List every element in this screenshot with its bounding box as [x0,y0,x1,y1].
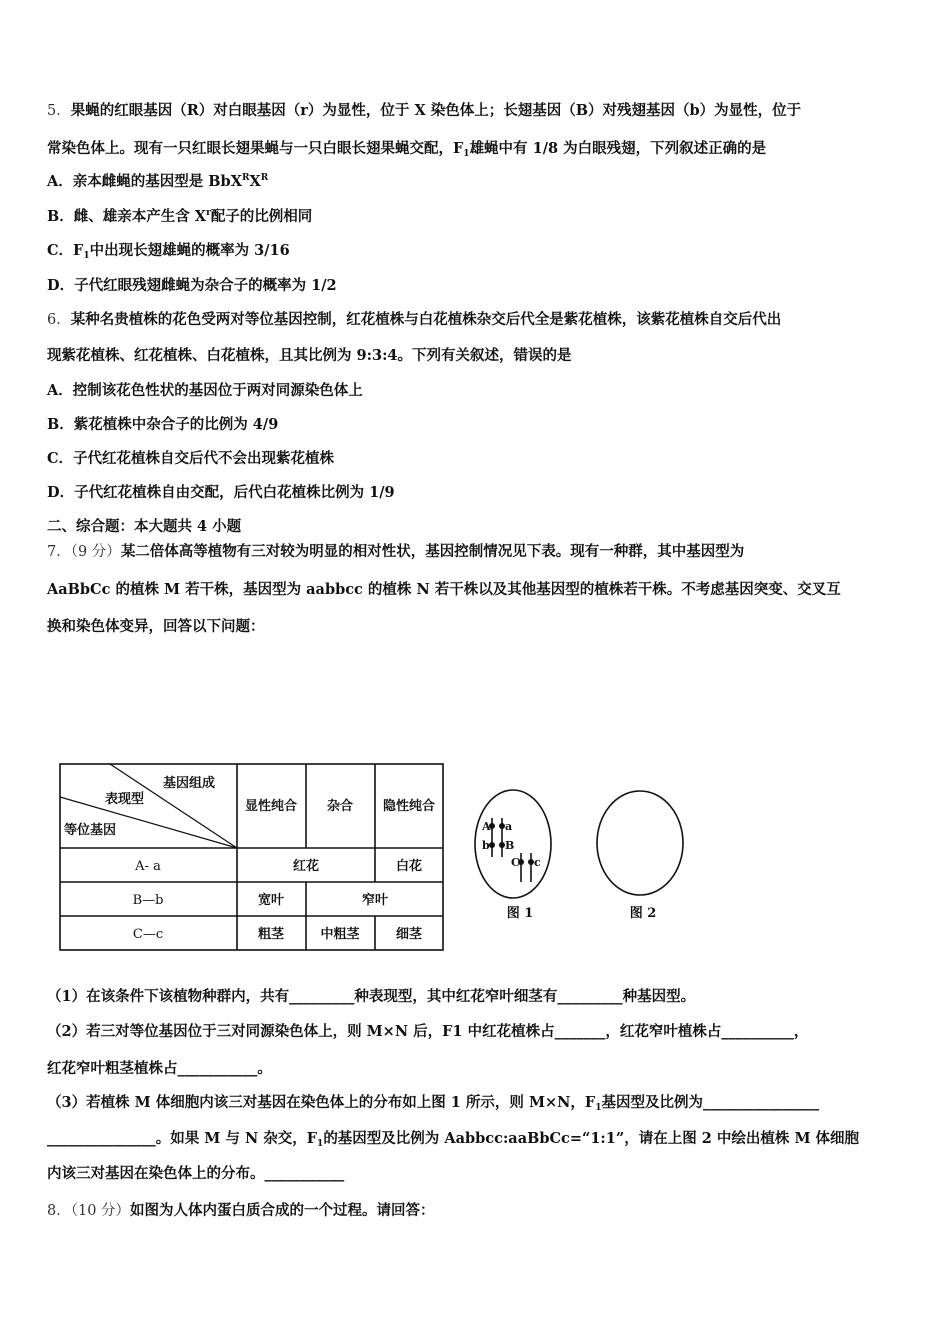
text-segment: X [249,173,261,190]
text-segment: 基因型及比例为 [601,1094,703,1111]
text-segment: （1）在该条件下该植物种群内，共有 [47,988,290,1005]
text-segment: A．亲本雌蝇的基因型是 BbX [47,173,242,190]
text-segment: 1 [317,1139,324,1149]
table-cell: 细茎 [395,927,423,942]
text-segment: （3）若植株 M 体细胞内该三对基因在染色体上的分布如上图 1 所示，则 M×N，F [47,1094,596,1111]
text-segment: 。 [257,1060,272,1077]
answer-blank[interactable]: ___________ [177,1060,258,1077]
text-segment: r [206,208,211,218]
question-number: 6． [47,312,71,328]
text-segment: ，红花窄叶植株占 [605,1023,722,1040]
corner-middle: 表现型 [105,792,145,807]
row-gene: C—c [132,927,164,942]
table-cell: 窄叶 [361,893,389,908]
question-number: 5． [47,103,71,119]
figure-2-cell [597,791,683,895]
text-segment: 中出现长翅雄蝇的概率为 3/16 [89,242,290,259]
answer-blank[interactable]: _________ [557,988,623,1005]
text-segment: 内该三对基因在染色体上的分布。 [47,1165,265,1182]
text-segment: A．控制该花色性状的基因位于两对同源染色体上 [47,382,363,399]
text-segment: 某种名贵植株的花色受两对等位基因控制，红花植株与白花植株杂交后代全是紫花植株，该紫花植株自交后代出 [70,311,782,328]
text-segment: D．子代红花植株自由交配，后代白花植株比例为 1/9 [47,484,395,501]
gene-label: a [505,820,513,833]
header-cell: 隐性纯合 [382,799,436,814]
answer-blank[interactable]: ___________ [264,1165,345,1182]
text-segment: 红花窄叶粗茎植株占 [47,1060,178,1077]
text-segment: B．紫花植株中杂合子的比例为 4/9 [47,416,279,433]
text-segment: （2）若三对等位基因位于三对同源染色体上，则 M×N 后，F1 中红花植株占 [47,1023,555,1040]
text-segment: 1 [463,149,470,159]
text-segment: C．子代红花植株自交后代不会出现紫花植株 [47,450,335,467]
text-segment: ， [793,1023,809,1040]
text-segment: 常染色体上。现有一只红眼长翅果蝇与一只白眼长翅果蝇交配，F [47,140,464,157]
text-segment: 某二倍体高等植物有三对较为明显的相对性状，基因控制情况见下表。现有一种群，其中基因型为 [120,543,745,560]
answer-blank[interactable]: _______ [554,1023,606,1040]
text-segment: 配子的比例相同 [210,208,313,225]
answer-blank[interactable]: __________ [721,1023,794,1040]
table-cell: 白花 [395,859,423,874]
text-segment: 种基因型。 [622,988,696,1005]
figure-1-label: 图 1 [506,906,534,921]
table-cell: 宽叶 [257,893,285,908]
text-segment: B．雌、雄亲本产生含 X [47,208,207,225]
row-gene: B—b [132,893,164,908]
text-segment: 如图为人体内蛋白质合成的一个过程。请回答： [130,1202,435,1219]
gene-label: c [534,856,541,869]
text-segment: 1 [83,251,90,261]
corner-top: 基因组成 [163,776,216,791]
text-segment: 现紫花植株、红花植株、白花植株，且其比例为 9:3:4。下列有关叙述，错误的是 [47,347,572,364]
text-segment: 换和染色体变异，回答以下问题： [47,618,265,635]
corner-bottom: 等位基因 [64,823,117,838]
gene-label: B [505,839,515,852]
text-segment: AaBbCc 的植株 M 若干株，基因型为 aabbcc 的植株 N 若干株以及其他基因型的植株若干株。不考虑基因突变、交叉互 [47,581,841,598]
gene-label: A [482,820,491,833]
table-cell: 粗茎 [257,927,285,942]
text-segment: 果蝇的红眼基因（R）对白眼基因（r）为显性，位于 X 染色体上；长翅基因（B）对残翅基因（b）为显性，位于 [70,102,802,119]
gene-label: C [511,856,520,869]
answer-blank[interactable]: _________ [289,988,355,1005]
text-segment: R [260,173,269,183]
question-number: 7．（9 分） [47,544,121,560]
header-cell: 显性纯合 [244,799,298,814]
answer-blank[interactable]: _______________ [47,1130,156,1147]
header-cell: 杂合 [326,799,354,814]
text-segment: C．F [47,242,84,259]
table-cell: 红花 [292,859,320,874]
table-cell: 中粗茎 [320,927,360,942]
text-segment: 的基因型及比例为 Aabbcc:aaBbCc=“1:1”，请在上图 2 中绘出植株 M 体细胞 [323,1130,860,1147]
text-segment: R [241,173,250,183]
answer-blank[interactable]: ________________ [702,1094,819,1111]
gene-label: b [482,839,490,852]
question-number: 8．（10 分） [47,1203,131,1219]
text-segment: D．子代红眼残翅雌蝇为杂合子的概率为 1/2 [47,277,337,294]
figure-2-label: 图 2 [629,906,657,921]
text-segment: 种表现型，其中红花窄叶细茎有 [354,988,558,1005]
text-segment: 1 [595,1103,602,1113]
text-segment: 。如果 M 与 N 杂交，F [155,1130,318,1147]
text-segment: 雄蝇中有 1/8 为白眼残翅，下列叙述正确的是 [469,140,767,157]
text-segment: 二、综合题：本大题共 4 小题 [47,518,242,535]
row-gene: A- a [135,859,161,874]
